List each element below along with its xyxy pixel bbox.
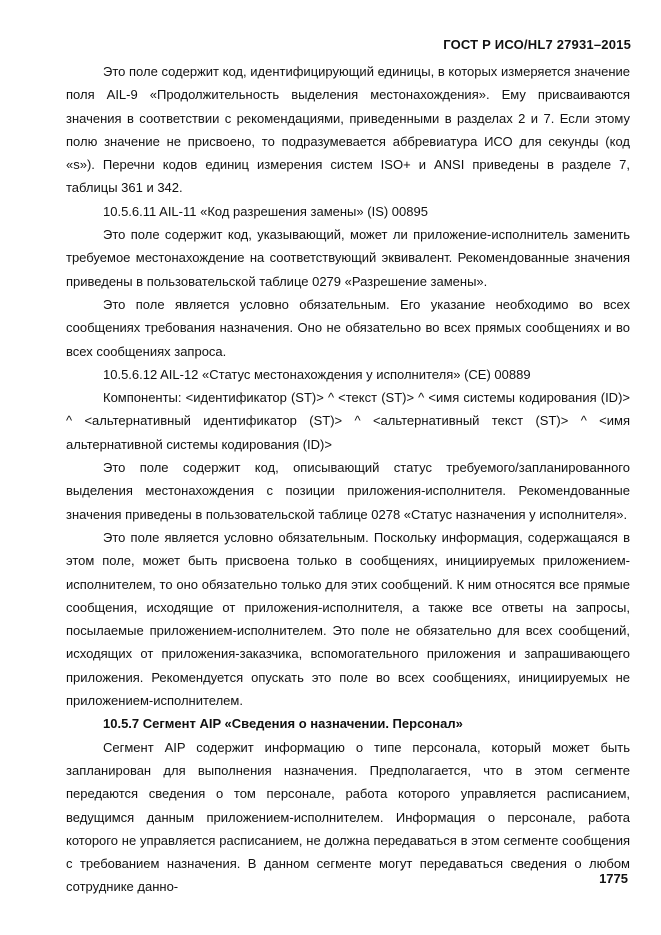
paragraph-ail11-description: Это поле содержит код, указывающий, может ли приложение-исполнитель заменить требуемое местонахождение на соответствующий эквивалент. Рекомендованные значения приведены в пользовательской таблице 0279 «Разрешение замены». — [66, 227, 630, 289]
document-header: ГОСТ Р ИСО/HL7 27931–2015 — [443, 37, 631, 52]
paragraph-ail12-description: Это поле содержит код, описывающий статус требуемого/запланированного выделения местонахождения с позиции приложения-исполнителя. Рекомендованные значения приведены в пользовательской таблице 0278 «Статус назначения у исполнителя». — [66, 460, 630, 522]
paragraph-aip-description: Сегмент AIP содержит информацию о типе персонала, который может быть запланирован для выполнения назначения. Предполагается, что в этом сегменте передаются сведения о том персонале, работа которого управляется расписанием, ведущимся данным приложением-исполнителем. Информация о персонале, работа которого не управляется расписанием, не должна передаваться в этом сегменте сообщения с требованием назначения. В данном сегменте могут передаваться сведения о любом сотруднике данно- — [66, 739, 630, 895]
heading-ail12: 10.5.6.12 AIL-12 «Статус местонахождения у исполнителя» (CE) 00889 — [103, 366, 531, 382]
document-body — [66, 60, 630, 899]
paragraph-ail12-conditional: Это поле является условно обязательным. Поскольку информация, содержащаяся в этом поле, может быть присвоена только в сообщениях, инициируемых приложением-исполнителем, то оно обязательно только для этих сообщений. К ним относятся все прямые сообщения, исходящие от приложения-исполнителя, а также все ответы на запросы, посылаемые приложением-исполнителем. Это поле не обязательно для всех сообщений, исходящих от приложения-заказчика, вспомогательного приложения и запрашивающего приложения. Рекомендуется опускать это поле во всех сообщениях, инициируемых не приложением-исполнителем. — [66, 529, 630, 709]
paragraph-ail9-units: Это поле содержит код, идентифицирующий единицы, в которых измеряется значение поля AIL-9 «Продолжительность выделения местонахождения». Ему присваиваются значения в соответствии с рекомендациями, приведенными в разделах 2 и 7. Если этому полю значение не присвоено, то подразумевается аббревиатура ИСО для секунды (код «s»). Перечни кодов единиц измерения систем ISO+ и ANSI приведены в разделе 7, таблицы 361 и 342. — [66, 64, 630, 196]
page-number: 1775 — [599, 871, 628, 886]
paragraph-ail11-conditional: Это поле является условно обязательным. Его указание необходимо во всех сообщениях требования назначения. Оно не обязательно во всех прямых сообщениях и во всех сообщениях запроса. — [66, 296, 630, 359]
heading-aip-segment: 10.5.7 Сегмент AIP «Сведения о назначении. Персонал» — [103, 716, 463, 732]
heading-ail11: 10.5.6.11 AIL-11 «Код разрешения замены» (IS) 00895 — [103, 203, 428, 219]
paragraph-ail12-components: Компоненты: <идентификатор (ST)> ^ <текст (ST)> ^ <имя системы кодирования (ID)> ^ <альтернативный идентификатор (ST)> ^ <альтернативный текст (ST)> ^ <имя альтернативной системы кодирования (ID)> — [66, 390, 630, 452]
